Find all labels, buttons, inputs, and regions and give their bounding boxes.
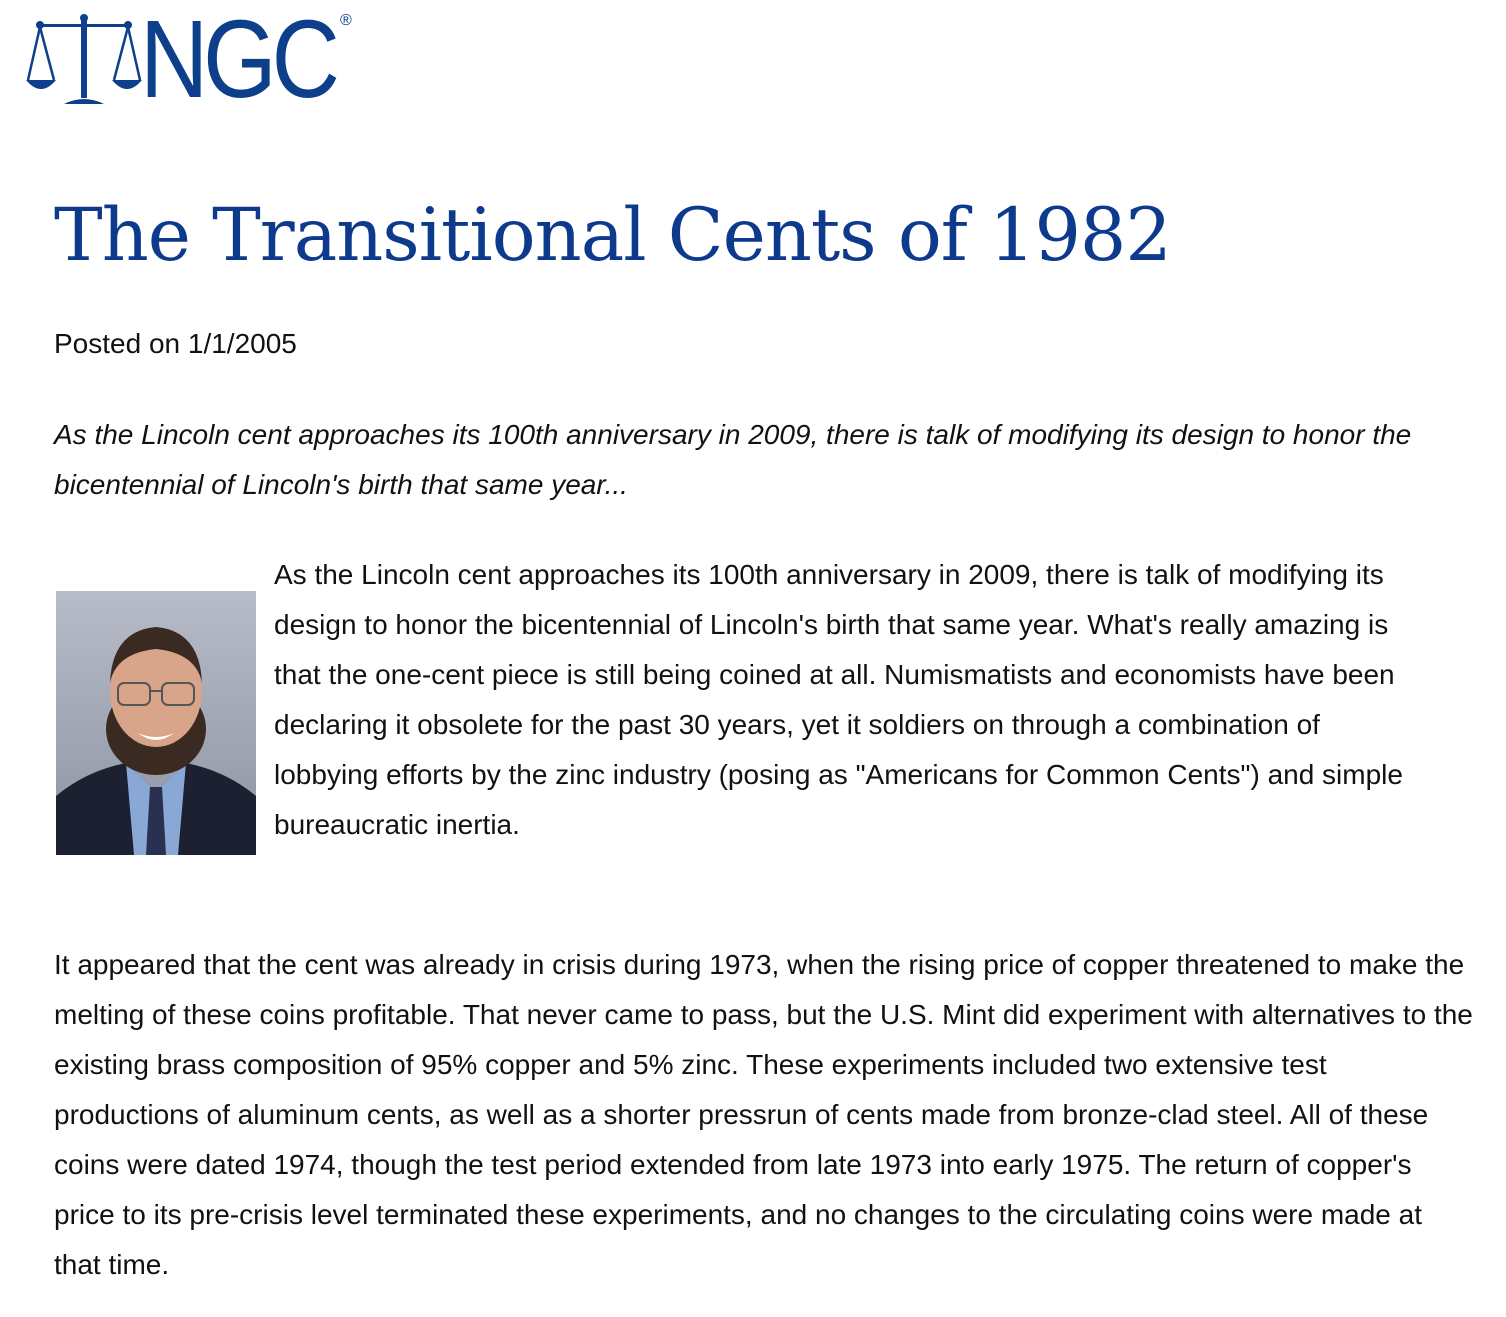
article-title: The Transitional Cents of 1982 (54, 193, 1171, 278)
balance-scales-icon (24, 10, 144, 110)
posted-date: Posted on 1/1/2005 (54, 328, 297, 359)
registered-mark: ® (340, 12, 352, 29)
article-intro: As the Lincoln cent approaches its 100th anniversary in 2009, there is talk of modifying its design to honor the bicentennial of Lincoln's birth that same year. What's really amazing is that the one-cent piece is still being coined at all. Numismatists and economists have been declaring it obsolete for the past 30 years, yet it soldiers on through a combination of lobbying efforts by the zinc industry (posing as "Americans for Common Cents") and simple bureaucratic inertia. (274, 559, 1403, 840)
ngc-logo[interactable] (24, 0, 366, 121)
author-photo (56, 591, 256, 855)
article-paragraph: It appeared that the cent was already in crisis during 1973, when the rising price of copper threatened to make the melting of these coins profitable. That never came to pass, but the U.S. Mint did experiment with alternatives to the existing brass composition of 95% copper and 5% zinc. These experiments included two extensive test productions of aluminum cents, as well as a shorter pressrun of cents made from bronze-clad steel. All of these coins were dated 1974, though the test period extended from late 1973 into early 1975. The return of copper's price to its pre-crisis level terminated these experiments, and no changes to the circulating coins were made at that time. (54, 949, 1473, 1280)
logo-wordmark: NGC (140, 0, 335, 121)
article-lede: As the Lincoln cent approaches its 100th anniversary in 2009, there is talk of modifying its design to honor the bicentennial of Lincoln's birth that same year... (54, 419, 1412, 500)
